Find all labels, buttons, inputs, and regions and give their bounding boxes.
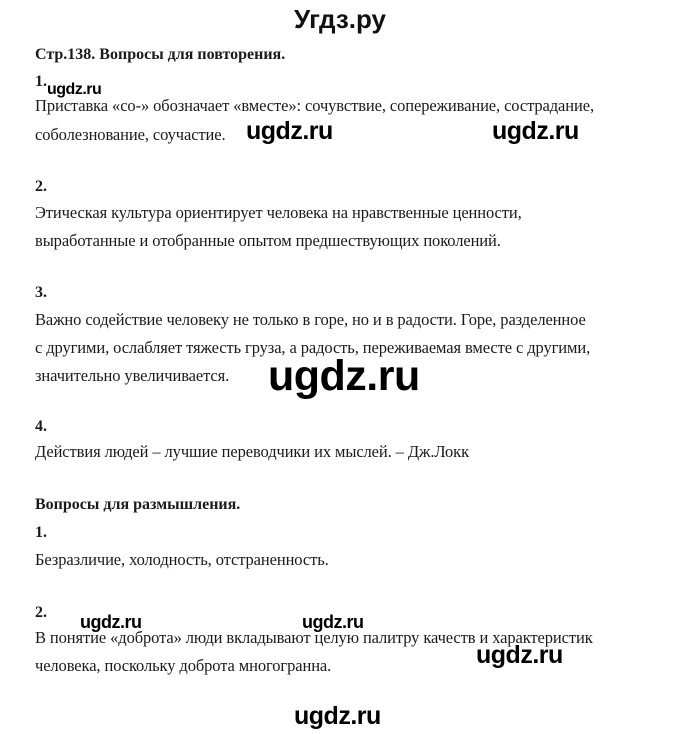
answer-line: с другими, ослабляет тяжесть груза, а радость, переживаемая вместе с другими, xyxy=(35,338,591,357)
item-number: 4. xyxy=(35,418,47,435)
watermark: ugdz.ru xyxy=(268,352,420,400)
answer-line: человека, поскольку доброта многогранна. xyxy=(35,656,332,675)
watermark: ugdz.ru xyxy=(476,641,563,669)
answer-line: Приставка «со-» обозначает «вместе»: сочувствие, сопереживание, сострадание, xyxy=(35,96,594,115)
answer-line: выработанные и отобранные опытом предшествующих поколений. xyxy=(35,231,501,250)
watermark: ugdz.ru xyxy=(80,612,142,632)
answer-line: В понятие «доброта» люди вкладывают целую палитру качеств и характеристик xyxy=(35,628,593,647)
watermark: ugdz.ru xyxy=(302,612,364,632)
item-number: 2. xyxy=(35,604,47,621)
watermark: ugdz.ru xyxy=(492,117,579,145)
answer-line: Действия людей – лучшие переводчики их мыслей. – Дж.Локк xyxy=(35,442,470,461)
answer-line: Безразличие, холодность, отстраненность. xyxy=(35,550,329,569)
item-number: 1. xyxy=(35,524,47,541)
watermark: ugdz.ru xyxy=(47,81,102,98)
section-title-reflection: Вопросы для размышления. xyxy=(35,496,241,513)
answer-line: Важно содействие человеку не только в горе, но и в радости. Горе, разделенное xyxy=(35,310,586,329)
answer-line: Этическая культура ориентирует человека на нравственные ценности, xyxy=(35,203,522,222)
item-number: 3. xyxy=(35,284,47,301)
item-number: 2. xyxy=(35,178,47,195)
answer-line: соболезнование, соучастие. xyxy=(35,125,226,144)
watermark: ugdz.ru xyxy=(246,117,333,145)
watermark: ugdz.ru xyxy=(294,702,381,730)
item-number: 1. xyxy=(35,73,47,90)
site-title: Угдз.ру xyxy=(294,4,386,34)
section-title-review: Стр.138. Вопросы для повторения. xyxy=(35,46,286,63)
answer-line: значительно увеличивается. xyxy=(35,366,230,385)
